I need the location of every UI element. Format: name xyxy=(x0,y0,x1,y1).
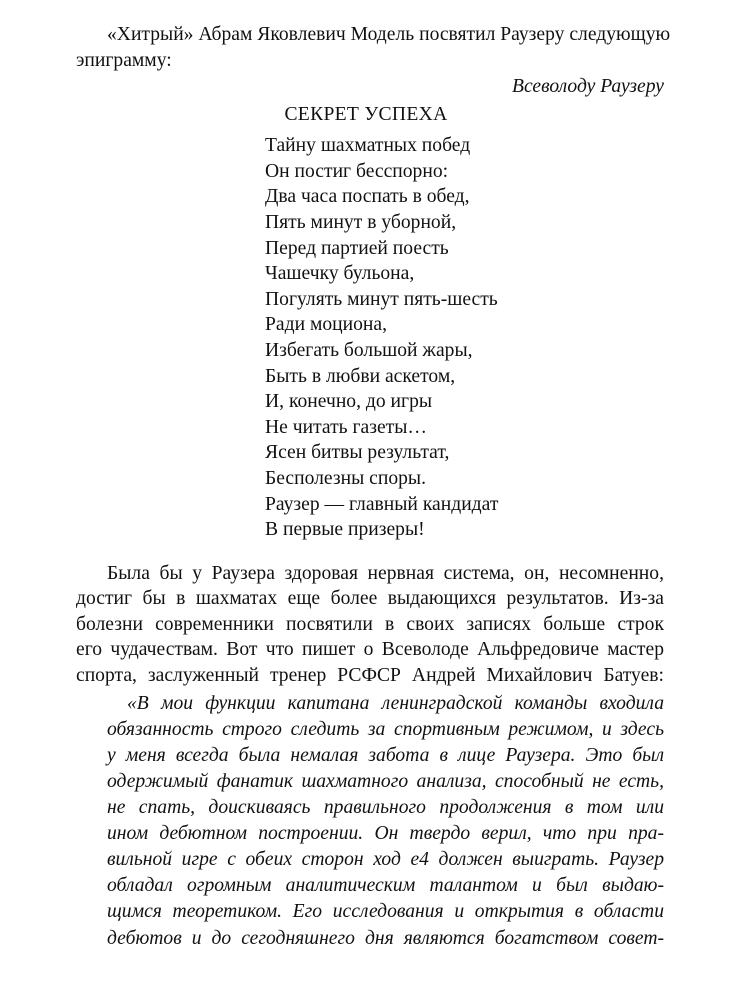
poem-line: Быть в любви аскетом, xyxy=(265,365,456,387)
poem-line: Два часа поспать в обед, xyxy=(265,186,470,208)
quote-line: не спать, доискиваясь правильного продолжения в том или xyxy=(107,797,664,819)
poem-line: Ради моциона, xyxy=(265,314,387,336)
poem-line: Перед партией поесть xyxy=(265,237,449,259)
poem xyxy=(265,133,664,543)
poem-line: Не читать газеты… xyxy=(265,416,427,438)
quote-line: дебютов и до сегодняшнего дня являются богатством совет- xyxy=(107,927,664,949)
poem-line: Погулять минут пять-шесть xyxy=(265,288,498,310)
poem-line: Пять минут в уборной, xyxy=(265,211,457,233)
poem-title: СЕКРЕТ УСПЕХА xyxy=(284,104,448,126)
quote-line: щимся теоретиком. Его исследования и открытия в области xyxy=(107,901,664,923)
body-line: болезни современники посвятили в своих записях больше строк xyxy=(76,613,664,635)
poem-line: Избегать большой жары, xyxy=(265,339,473,361)
body-line: его чудачествам. Вот что пишет о Всеволоде Альфредовиче мастер xyxy=(76,639,664,661)
body-line: Была бы у Раузера здоровая нервная система, он, несомненно, xyxy=(107,562,664,584)
intro-line: «Хитрый» Абрам Яковлевич Модель посвятил Раузеру следующую xyxy=(107,24,671,45)
page-content xyxy=(76,22,671,952)
body-line: достиг бы в шахматах еще более выдающихся результатов. Из-за xyxy=(76,588,664,610)
quote-line: обладал огромным аналитическим талантом и был выдаю- xyxy=(107,875,664,897)
quote-line: «В мои функции капитана ленинградской команды входила xyxy=(127,692,664,714)
poem-line: Ясен битвы результат, xyxy=(265,442,450,464)
poem-line: Тайну шахматных побед xyxy=(265,135,471,157)
quote-line: вильной игре с обеих сторон ход е4 должен выиграть. Раузер xyxy=(107,849,664,871)
quote-line: ином дебютном построении. Он твердо верил, что при пра- xyxy=(107,823,664,845)
poem-line: Чашечку бульона, xyxy=(265,263,415,285)
block-quote xyxy=(76,691,664,952)
poem-line: В первые призеры! xyxy=(265,519,425,541)
body-paragraph xyxy=(76,561,664,689)
quote-line: у меня всегда была немалая забота в лице Раузера. Это был xyxy=(107,744,664,766)
poem-line: Раузер — главный кандидат xyxy=(265,493,499,515)
quote-line: обязанность строго следить за спортивным режимом, и здесь xyxy=(107,718,664,740)
poem-line: И, конечно, до игры xyxy=(265,391,433,413)
body-line: спорта, заслуженный тренер РСФСР Андрей Михайлович Батуев: xyxy=(76,665,664,687)
intro-line: эпиграмму: xyxy=(76,49,172,71)
poem-line: Бесполезны споры. xyxy=(265,467,426,489)
poem-dedication: Всеволоду Раузеру xyxy=(511,76,664,98)
poem-line: Он постиг бесспорно: xyxy=(265,160,449,182)
quote-line: одержимый фанатик шахматного анализа, способный не есть, xyxy=(107,770,664,792)
intro-paragraph xyxy=(76,22,671,73)
